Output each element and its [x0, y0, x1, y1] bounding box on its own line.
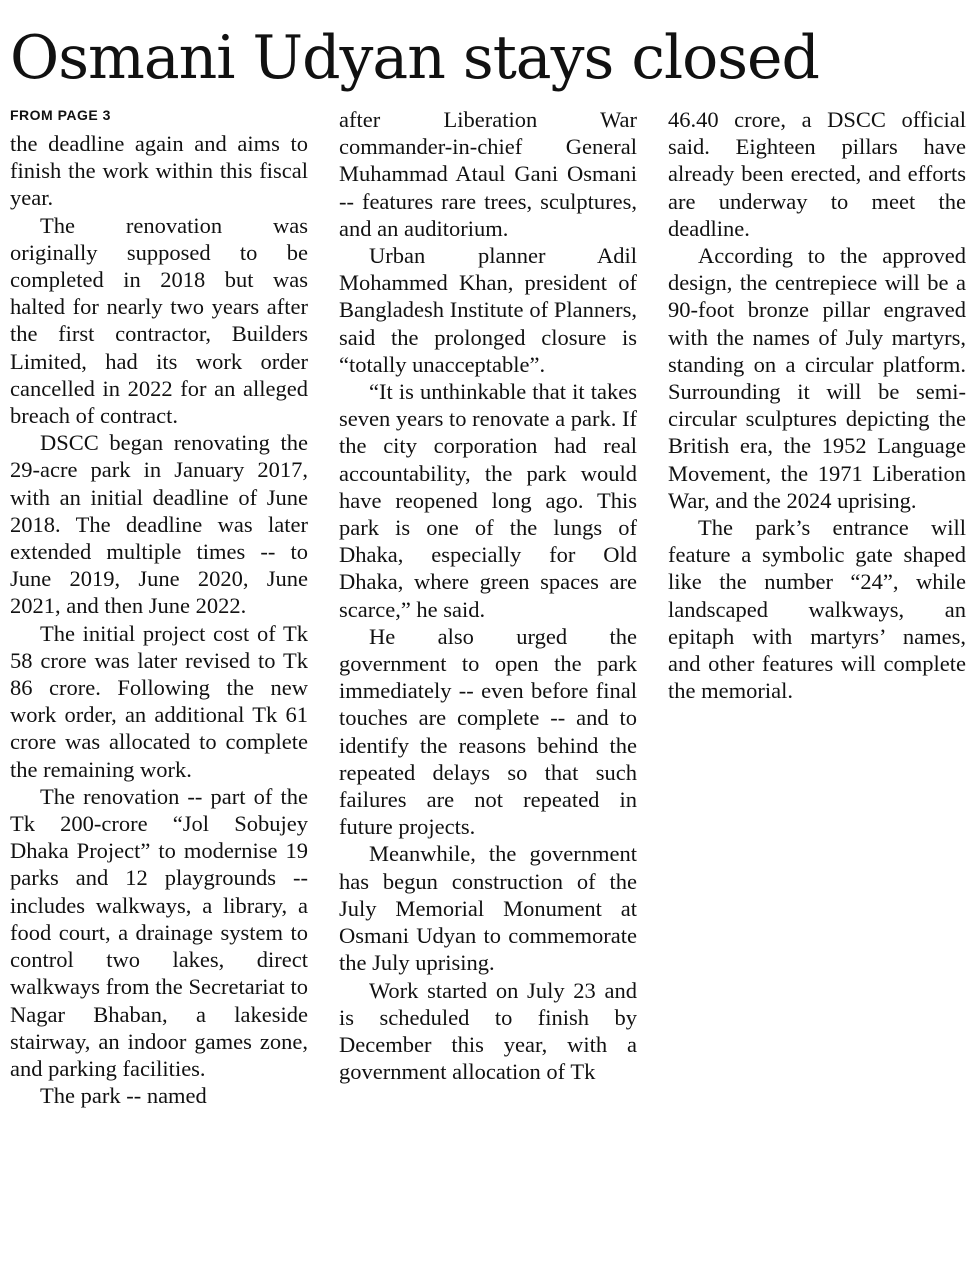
paragraph: The initial project cost of Tk 58 crore was later revised to Tk 86 crore. Following the new work order, an additional Tk 61 crore was allocated to complete the remaining work. [10, 620, 308, 782]
paragraph: DSCC began renovating the 29-acre park in January 2017, with an initial deadline of June 2018. The deadline was later extended multiple times -- to June 2019, June 2020, June 2021, and then June 2022. [10, 430, 308, 619]
column-2 [339, 106, 637, 1085]
paragraph: The renovation -- part of the Tk 200-crore “Jol Sobujey Dhaka Project” to modernise 19 parks and 12 playgrounds -- includes walkways, a library, a food court, a drainage system to control two lakes, direct walkways from the Secretariat to Nagar Bhaban, a lakeside stairway, an indoor games zone, and parking facilities. [10, 783, 308, 1081]
paragraph: The renovation was originally supposed to be completed in 2018 but was halted for nearly two years after the first contractor, Builders Limited, had its work order cancelled in 2022 for an alleged breach of contract. [10, 212, 308, 429]
paragraph: Meanwhile, the government has begun construction of the July Memorial Monument at Osmani Udyan to commemorate the July uprising. [339, 841, 637, 976]
column-1 [10, 130, 308, 1109]
paragraph: Work started on July 23 and is scheduled to finish by December this year, with a government allocation of Tk [339, 977, 637, 1085]
paragraph: He also urged the government to open the park immediately -- even before final touches are complete -- and to identify the reasons behind the repeated delays so that such failures are not repeated in future projects. [339, 623, 637, 840]
paragraph: the deadline again and aims to finish the work within this fiscal year. [10, 131, 308, 211]
paragraph: 46.40 crore, a DSCC official said. Eighteen pillars have already been erected, and efforts are underway to meet the deadline. [668, 107, 966, 241]
headline: Osmani Udyan stays closed [10, 23, 819, 93]
paragraph: “It is unthinkable that it takes seven years to renovate a park. If the city corporation had real accountability, the park would have reopened long ago. This park is one of the lungs of Dhaka, especially for Old Dhaka, where green spaces are scarce,” he said. [339, 379, 637, 622]
paragraph: after Liberation War commander-in-chief General Muhammad Ataul Gani Osmani -- features rare trees, sculptures, and an auditorium. [339, 107, 637, 241]
column-3 [668, 106, 966, 704]
paragraph: The park’s entrance will feature a symbolic gate shaped like the number “24”, while landscaped walkways, an epitaph with martyrs’ names, and other features will complete the memorial. [668, 515, 966, 704]
paragraph: According to the approved design, the centrepiece will be a 90-foot bronze pillar engraved with the names of July martyrs, standing on a circular platform. Surrounding it will be semi-circular sculptures depicting the British era, the 1952 Language Movement, the 1971 Liberation War, and the 2024 uprising. [668, 243, 966, 513]
paragraph: Urban planner Adil Mohammed Khan, president of Bangladesh Institute of Planners, said the prolonged closure is “totally unacceptable”. [339, 243, 637, 377]
continued-from-label: FROM PAGE 3 [10, 107, 111, 123]
paragraph: The park -- named [40, 1083, 207, 1109]
